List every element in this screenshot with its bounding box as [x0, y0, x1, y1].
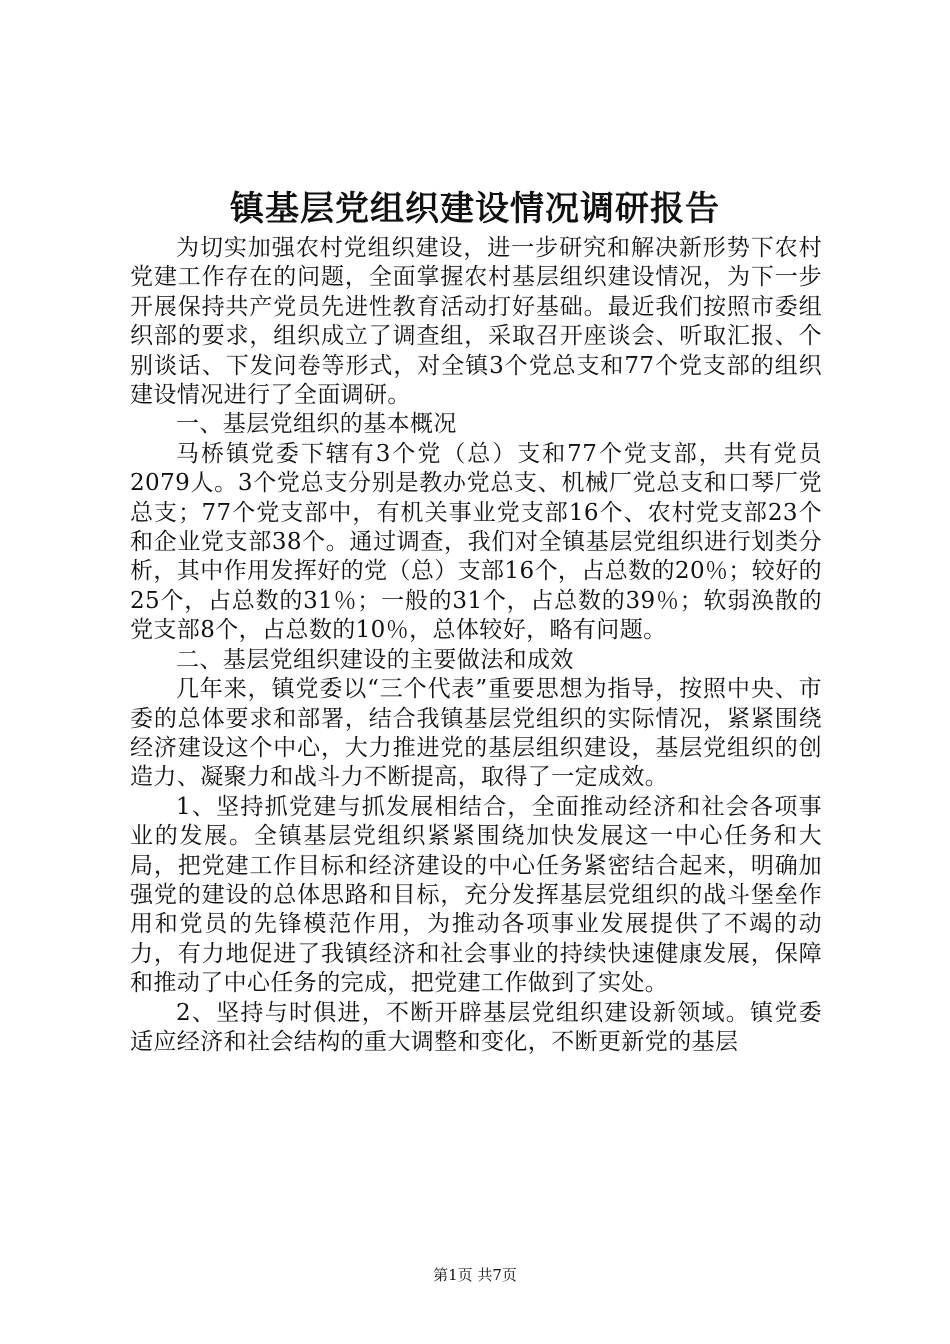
achievements-paragraph: 几年来，镇党委以“三个代表”重要思想为指导，按照中央、市委的总体要求和部署，结合我镇基层党组织的实际情况，紧紧围绕经济建设这个中心，大力推进党的基层组织建设，基层党组织的创造力、凝聚力和战斗力不断提高，取得了一定成效。: [130, 676, 822, 791]
section-heading-2: 二、基层党组织建设的主要做法和成效: [176, 646, 574, 673]
page-footer: 第1页 共7页: [433, 1266, 517, 1284]
document-title: 镇基层党组织建设情况调研报告: [230, 189, 720, 229]
section-heading-1: 一、基层党组织的基本概况: [176, 411, 457, 438]
point-1-paragraph: 1、坚持抓党建与抓发展相结合，全面推动经济和社会各项事业的发展。全镇基层党组织紧紧围绕加快发展这一中心任务和大局，把党建工作目标和经济建设的中心任务紧密结合起来，明确加强党的建设的总体思路和目标，充分发挥基层党组织的战斗堡垒作用和党员的先锋模范作用，为推动各项事业发展提供了不竭的动力，有力地促进了我镇经济和社会事业的持续快速健康发展，保障和推动了中心任务的完成，把党建工作做到了实处。: [130, 793, 822, 997]
overview-paragraph: 马桥镇党委下辖有3个党（总）支和77个党支部，共有党员2079人。3个党总支分别是教办党总支、机械厂党总支和口琴厂党总支；77个党支部中，有机关事业党支部16个、农村党支部23个和企业党支部38个。通过调查，我们对全镇基层党组织进行划类分析，其中作用发挥好的党（总）支部16个，占总数的20％；较好的25个，占总数的31％；一般的31个，占总数的39％；软弱涣散的党支部8个，占总数的10％，总体较好，略有问题。: [130, 440, 822, 644]
point-2-paragraph: 2、坚持与时俱进，不断开辟基层党组织建设新领域。镇党委适应经济和社会结构的重大调整和变化，不断更新党的基层: [130, 999, 822, 1055]
intro-paragraph: 为切实加强农村党组织建设，进一步研究和解决新形势下农村党建工作存在的问题，全面掌握农村基层组织建设情况，为下一步开展保持共产党员先进性教育活动打好基础。最近我们按照市委组织部的要求，组织成立了调查组，采取召开座谈会、听取汇报、个别谈话、下发问卷等形式，对全镇3个党总支和77个党支部的组织建设情况进行了全面调研。: [130, 235, 822, 409]
document-body: [130, 234, 822, 1057]
